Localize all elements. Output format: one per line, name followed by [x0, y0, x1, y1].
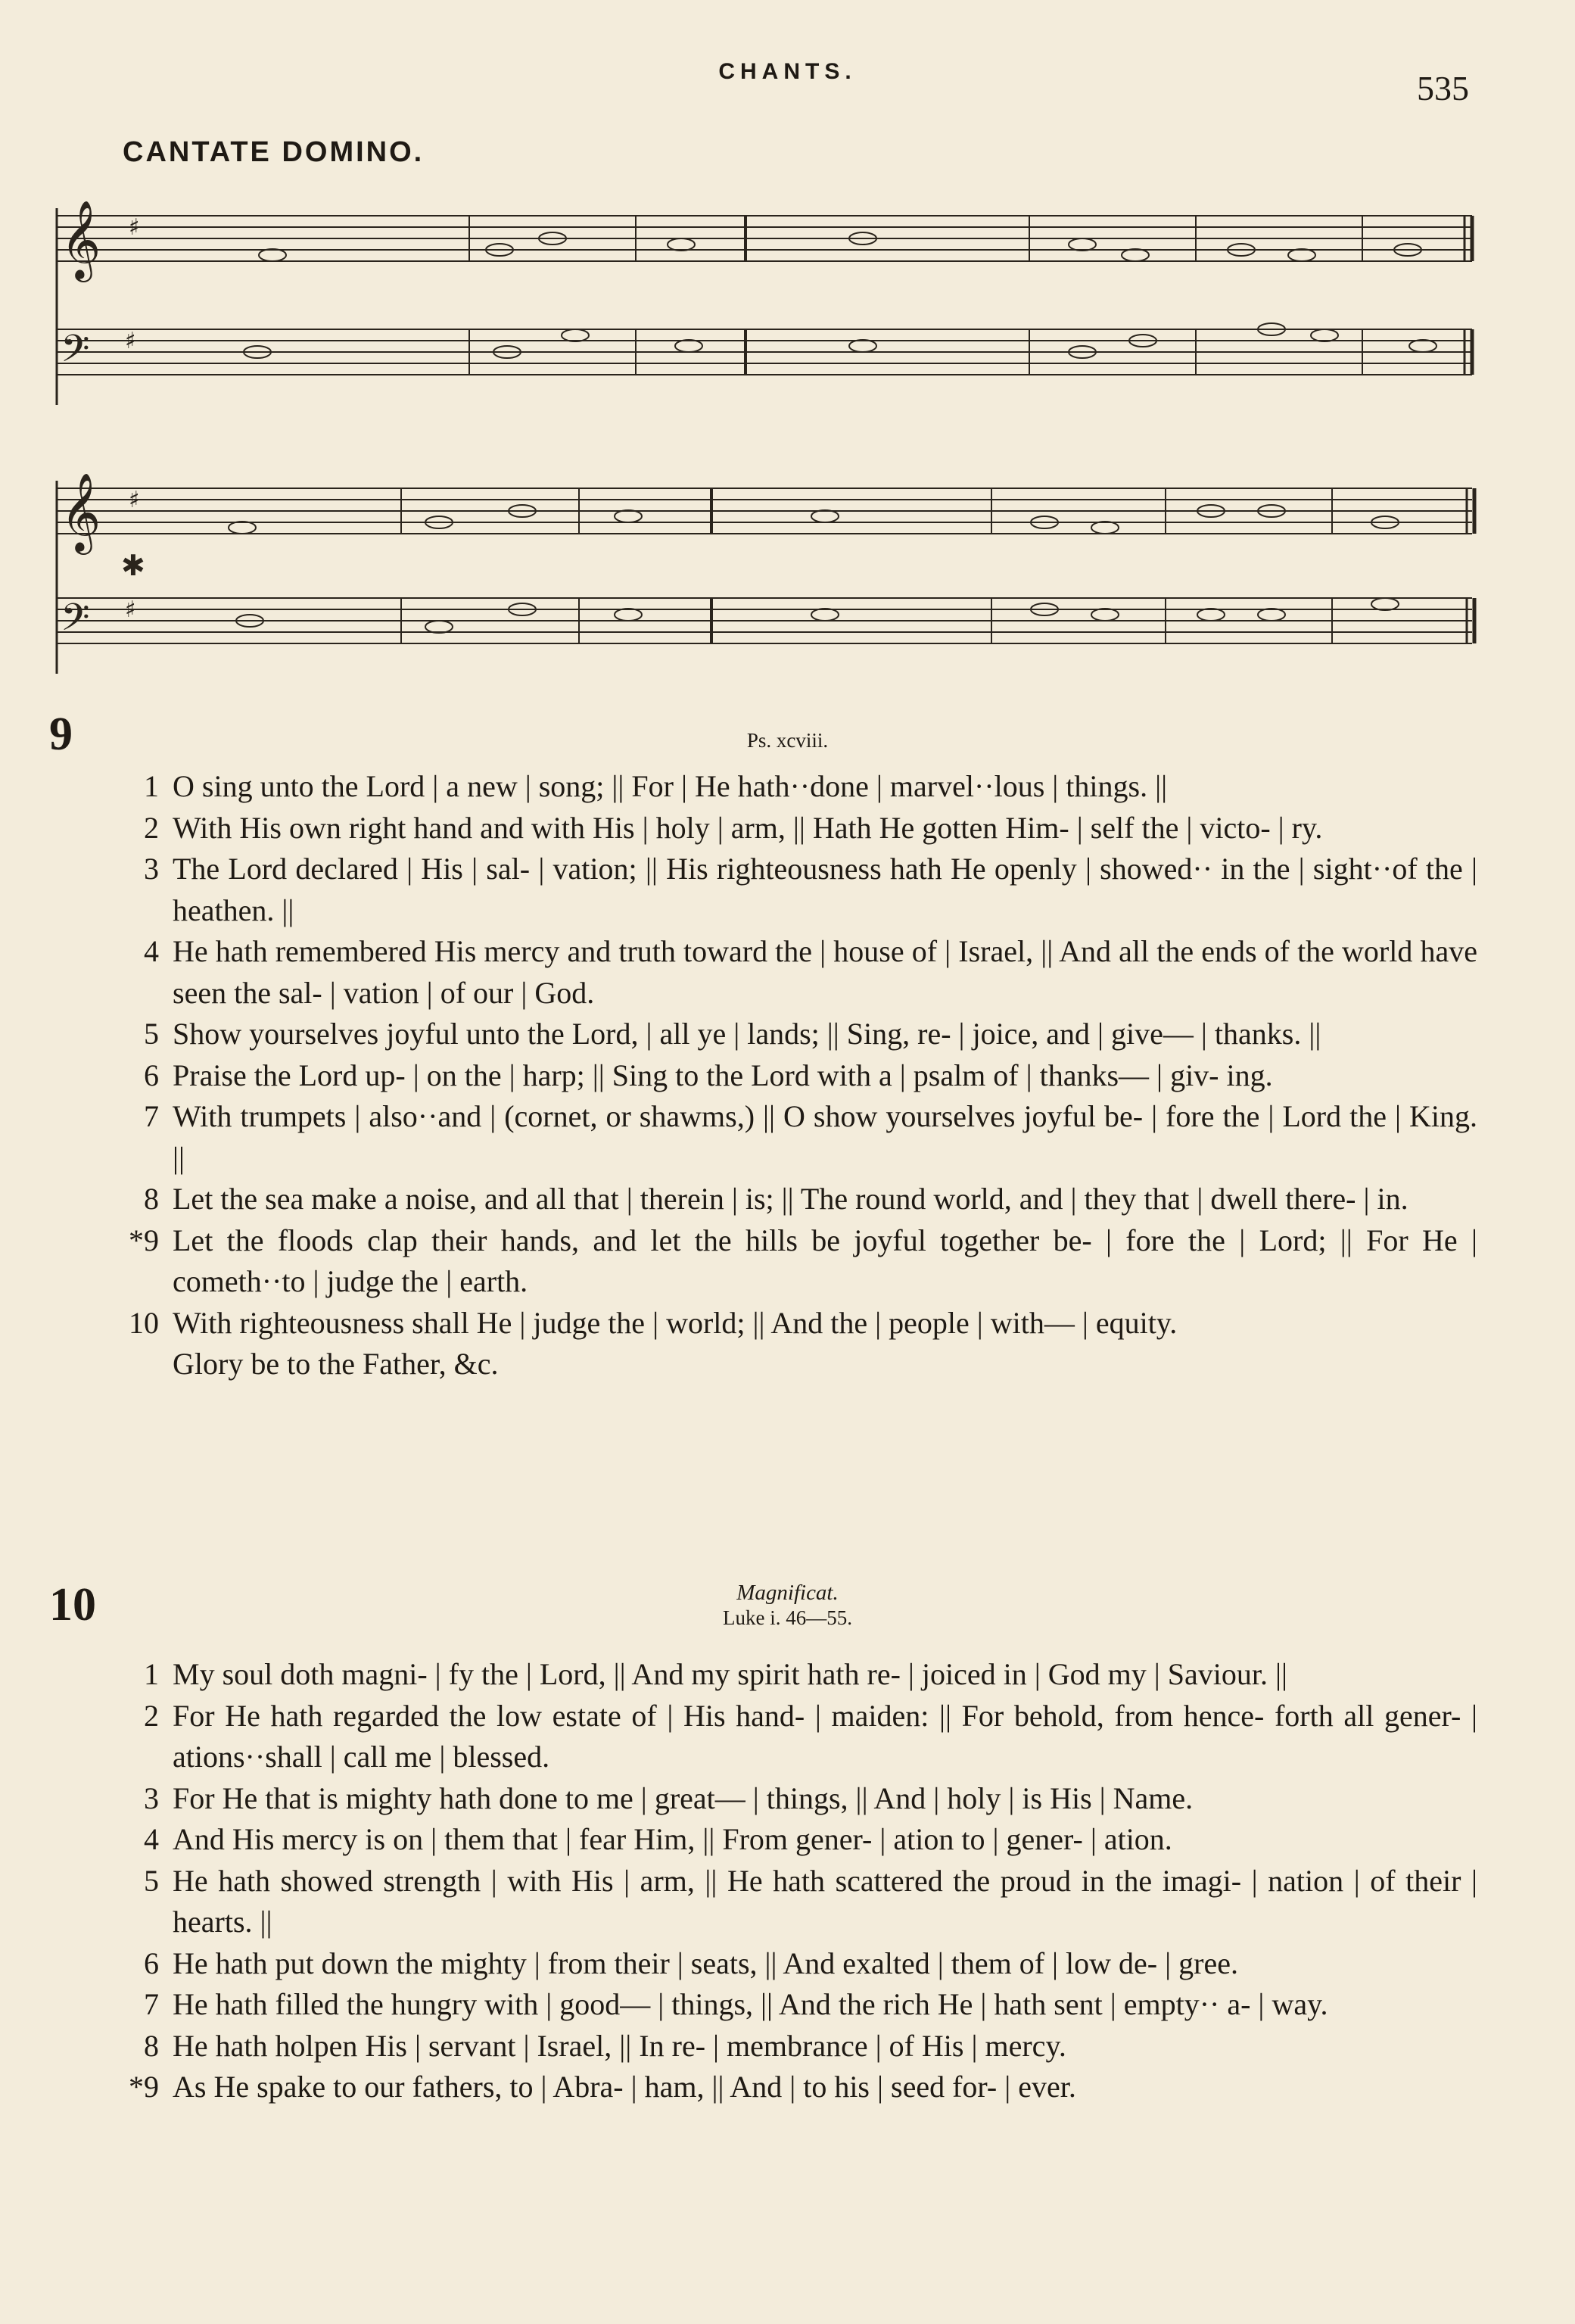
verse: 2 For He hath regarded the low estate of | His hand- | maiden: || For behold, from hence- forth all gener- | ations··shall | call me | blessed.	[144, 1698, 1477, 1774]
svg-text:𝄞: 𝄞	[61, 472, 101, 552]
verse: 7 With trumpets | also··and | (cornet, or shawms,) || O show yourselves joyful be- | fore the | Lord the | King. ||	[144, 1099, 1477, 1175]
svg-text:♯: ♯	[125, 597, 136, 623]
svg-text:♯: ♯	[129, 214, 140, 241]
verse: 5 He hath showed strength | with His | arm, || He hath scattered the proud in the imagi- | nation | of their | hearts. ||	[144, 1863, 1477, 1939]
verse: 8 He hath holpen His | servant | Israel, || In re- | membrance | of His | mercy.	[144, 2028, 1066, 2063]
chant-10-source: Luke i. 46—55.	[723, 1606, 852, 1629]
page-number: 535	[1417, 69, 1469, 107]
verse: 6 He hath put down the mighty | from their | seats, || And exalted | them of | low de- | gree.	[144, 1945, 1238, 1980]
verse: 1 My soul doth magni- | fy the | Lord, || And my spirit hath re- | joiced in | God my | Saviour. ||	[144, 1657, 1288, 1691]
verse: 5 Show yourselves joyful unto the Lord, | all ye | lands; || Sing, re- | joice, and | give— | thanks. ||	[144, 1017, 1321, 1051]
chant-title: CANTATE DOMINO.	[123, 136, 425, 168]
chant-number-9: 9	[49, 709, 73, 760]
svg-text:𝄞: 𝄞	[61, 200, 101, 279]
verse: 7 He hath filled the hungry with | good— | things, || And the rich He | hath sent | empty·· a- | way.	[144, 1987, 1328, 2021]
chant-9-verses	[39, 766, 1477, 1385]
verse: *9 Let the floods clap their hands, and let the hills be joyful together be- | fore the | Lord; || For He | cometh··to | judge the | earth.	[129, 1223, 1477, 1298]
verse: 3 For He that is mighty hath done to me | great— | things, || And | holy | is His | Name.	[144, 1780, 1194, 1815]
gloria-patri: Glory be to the Father, &c.	[173, 1347, 499, 1381]
staff-notation-2	[45, 454, 1483, 704]
verse: 1 O sing unto the Lord | a new | song; || For | He hath··done | marvel··lous | things. ||	[144, 769, 1168, 803]
verse: 2 With His own right hand and with His | holy | arm, || Hath He gotten Him- | self the | victo- | ry.	[144, 810, 1323, 845]
svg-text:𝄢: 𝄢	[61, 327, 90, 380]
chant-10-verses	[39, 1654, 1477, 2108]
music-score-system-1	[45, 193, 1483, 443]
verse: 3 The Lord declared | His | sal- | vation; || His righteousness hath He openly | showed·· in the | sight··of the | heathen. ||	[144, 852, 1477, 927]
svg-text:𝄢: 𝄢	[61, 596, 90, 649]
chant-number-10: 10	[49, 1579, 96, 1631]
chant-10-title: Magnificat.	[736, 1581, 839, 1605]
staff-notation-1	[45, 193, 1483, 443]
asterisk-icon: ✱	[121, 549, 145, 582]
running-head: CHANTS.	[718, 59, 857, 84]
chant-9-source: Ps. xcviii.	[746, 729, 829, 752]
verse: 8 Let the sea make a noise, and all that | therein | is; || The round world, and | they that | dwell there- | in.	[144, 1182, 1408, 1216]
svg-text:♯: ♯	[125, 328, 136, 354]
svg-text:♯: ♯	[129, 487, 140, 513]
verse: 10 With righteousness shall He | judge the | world; || And the | people | with— | equity.	[129, 1305, 1178, 1340]
verse: 4 He hath remembered His mercy and truth toward the | house of | Israel, || And all the ends of the world have seen the sal- | vation | of our | God.	[144, 934, 1477, 1010]
verse: 4 And His mercy is on | them that | fear Him, || From gener- | ation to | gener- | ation.	[144, 1822, 1172, 1856]
verse: 6 Praise the Lord up- | on the | harp; || Sing to the Lord with a | psalm of | thanks— | giv- ing.	[144, 1058, 1273, 1092]
verse: *9 As He spake to our fathers, to | Abra- | ham, || And | to his | seed for- | ever.	[129, 2070, 1076, 2104]
music-score-system-2	[45, 454, 1483, 704]
